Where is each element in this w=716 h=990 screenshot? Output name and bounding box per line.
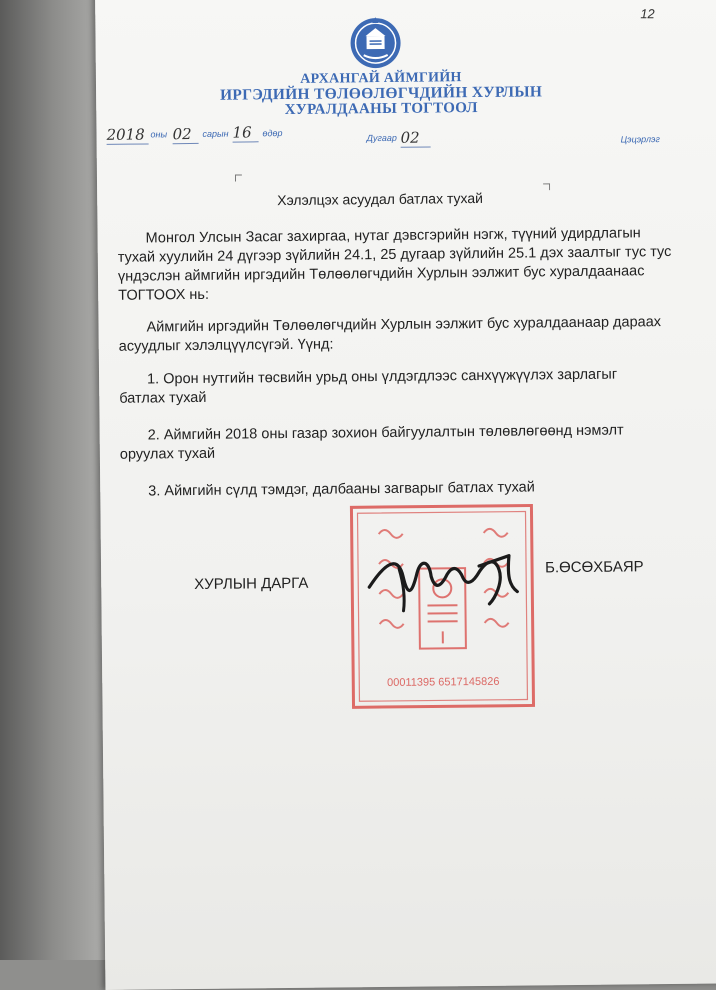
handwritten-signature <box>359 545 530 617</box>
para2-line2: асуудлыг хэлэлцүүлсүгэй. Үүнд: <box>118 336 334 355</box>
date-day-suffix: өдөр <box>262 128 283 139</box>
chairman-label: ХУРЛЫН ДАРГА <box>194 574 309 593</box>
para2-line1: Аймгийн иргэдийн Төлөөлөгчдийн Хурлын ээлжит бус хуралдаанаар дараах <box>146 314 662 336</box>
number-value: 02 <box>400 128 430 147</box>
state-emblem-icon <box>347 13 404 72</box>
date-row <box>106 124 306 146</box>
list-item-2-line1: 2. Аймгийн 2018 оны газар зохион байгуулалтын төлөвлөгөөнд нэмэлт <box>147 422 624 444</box>
date-year: 2018 <box>106 125 148 144</box>
document-title: Хэлэлцэх асуудал батлах тухай <box>277 189 484 209</box>
number-row <box>366 128 446 149</box>
chairman-name: Б.ӨСӨХБАЯР <box>544 558 644 577</box>
corner-mark-icon <box>235 174 242 181</box>
list-item-1-line1: 1. Орон нутгийн төсвийн урьд оны үлдэгдлээс санхүүжүүлэх зарлагыг <box>146 366 618 388</box>
list-item-1-line2: батлах тухай <box>119 389 207 407</box>
date-month-suffix: сарын <box>202 128 229 139</box>
place-name: Цэцэрлэг <box>620 134 660 145</box>
date-day: 16 <box>232 123 258 142</box>
para1-line1: Монгол Улсын Засаг захиргаа, нутаг дэвсгэрийн нэгж, түүний удирдлагын <box>145 225 641 247</box>
para1-line4: ТОГТООХ нь: <box>118 286 210 304</box>
date-year-suffix: оны <box>150 129 168 140</box>
date-month: 02 <box>172 125 198 144</box>
stamp-code: 00011395 6517145826 <box>387 675 500 689</box>
header-line-1: АРХАНГАЙ АЙМГИЙН <box>300 70 462 87</box>
para1-line3: үндэслэн аймгийн иргэдийн Төлөөлөгчдийн Хурлын ээлжит бус хуралдаанаас <box>117 263 645 285</box>
header-line-3: ХУРАЛДААНЫ ТОГТООЛ <box>284 99 478 119</box>
document-page <box>95 0 716 990</box>
number-label: Дугаар <box>366 132 397 144</box>
para1-line2: тухай хуулийн 24 дүгээр зүйлийн 24.1, 25 дугаар зүйлийн 25.1 дэх заалтыг тус тус <box>117 243 672 266</box>
corner-mark-icon <box>543 183 550 190</box>
list-item-3-line1: 3. Аймгийн сүлд тэмдэг, далбааны загварыг батлах тухай <box>148 479 535 500</box>
list-item-2-line2: оруулах тухай <box>119 445 216 463</box>
header-line-2: ИРГЭДИЙН ТӨЛӨӨЛӨГЧДИЙН ХУРЛЫН <box>219 83 543 104</box>
page-number: 12 <box>640 6 655 22</box>
